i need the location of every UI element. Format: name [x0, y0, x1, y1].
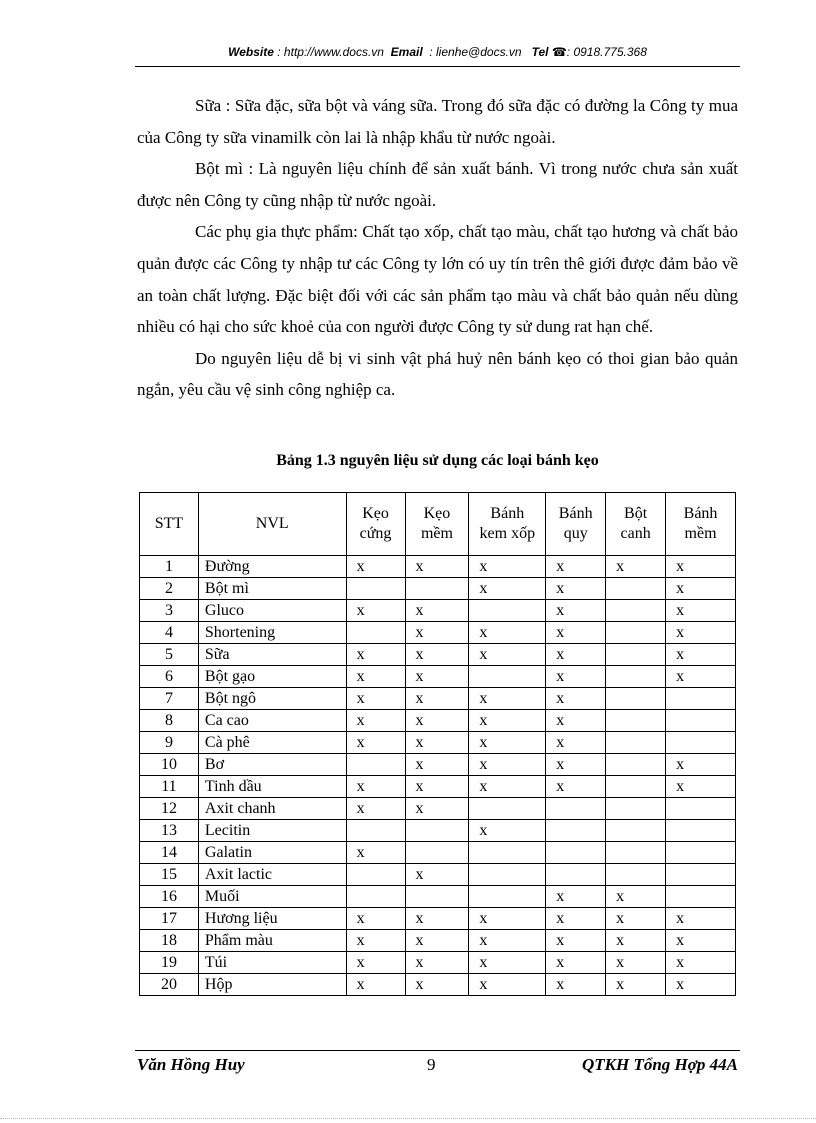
material-name-cell: Đường [198, 556, 346, 578]
usage-mark-cell: x [666, 754, 736, 776]
usage-mark-cell: x [469, 908, 546, 930]
usage-mark-cell [666, 732, 736, 754]
usage-mark-cell: x [405, 688, 469, 710]
row-number-cell: 1 [140, 556, 199, 578]
material-name-cell: Hộp [198, 974, 346, 996]
material-name-cell: Ca cao [198, 710, 346, 732]
table-row [140, 622, 736, 644]
usage-mark-cell: x [666, 908, 736, 930]
table-row [140, 556, 736, 578]
material-name-cell: Túi [198, 952, 346, 974]
table-row [140, 930, 736, 952]
usage-mark-cell [346, 578, 405, 600]
row-number-cell: 17 [140, 908, 199, 930]
usage-mark-cell: x [606, 974, 666, 996]
column-header: Bánh kem xốp [469, 493, 546, 556]
usage-mark-cell: x [405, 908, 469, 930]
usage-mark-cell: x [405, 710, 469, 732]
material-name-cell: Muối [198, 886, 346, 908]
usage-mark-cell: x [606, 886, 666, 908]
usage-mark-cell: x [346, 600, 405, 622]
material-name-cell: Bột ngô [198, 688, 346, 710]
row-number-cell: 11 [140, 776, 199, 798]
row-number-cell: 18 [140, 930, 199, 952]
row-number-cell: 6 [140, 666, 199, 688]
email-value: : lienhe@docs.vn [429, 45, 522, 59]
usage-mark-cell: x [346, 952, 405, 974]
column-header: Kẹo cứng [346, 493, 405, 556]
usage-mark-cell: x [546, 732, 606, 754]
usage-mark-cell [405, 578, 469, 600]
material-name-cell: Gluco [198, 600, 346, 622]
usage-mark-cell: x [405, 754, 469, 776]
usage-mark-cell: x [546, 908, 606, 930]
website-label: Website [228, 45, 274, 59]
usage-mark-cell: x [606, 556, 666, 578]
row-number-cell: 5 [140, 644, 199, 666]
row-number-cell: 2 [140, 578, 199, 600]
usage-mark-cell [606, 798, 666, 820]
usage-mark-cell: x [606, 908, 666, 930]
material-name-cell: Axit lactic [198, 864, 346, 886]
usage-mark-cell: x [346, 930, 405, 952]
row-number-cell: 9 [140, 732, 199, 754]
usage-mark-cell [606, 754, 666, 776]
usage-mark-cell: x [469, 776, 546, 798]
footer-author: Văn Hồng Huy [137, 1055, 245, 1074]
usage-mark-cell [546, 798, 606, 820]
usage-mark-cell: x [469, 930, 546, 952]
usage-mark-cell [666, 710, 736, 732]
usage-mark-cell: x [405, 776, 469, 798]
table-row [140, 820, 736, 842]
usage-mark-cell: x [666, 600, 736, 622]
usage-mark-cell: x [666, 622, 736, 644]
usage-mark-cell: x [666, 930, 736, 952]
paragraph-flour: Bột mì : Là nguyên liệu chính để sản xuất bánh. Vì trong nước chưa sản xuất được nên Công ty cũng nhập từ nước ngoài. [137, 159, 738, 210]
usage-mark-cell [346, 864, 405, 886]
usage-mark-cell: x [546, 666, 606, 688]
row-number-cell: 13 [140, 820, 199, 842]
usage-mark-cell [546, 820, 606, 842]
usage-mark-cell [469, 600, 546, 622]
materials-table [139, 492, 736, 996]
usage-mark-cell: x [346, 776, 405, 798]
usage-mark-cell: x [546, 644, 606, 666]
usage-mark-cell: x [666, 666, 736, 688]
usage-mark-cell: x [546, 622, 606, 644]
usage-mark-cell: x [346, 666, 405, 688]
body-text [137, 90, 738, 406]
usage-mark-cell [606, 600, 666, 622]
usage-mark-cell [346, 820, 405, 842]
paragraph-milk: Sữa : Sữa đặc, sữa bột và váng sữa. Trong đó sữa đặc có đường la Công ty mua của Công ty sữa vinamilk còn lai là nhập khẩu từ nước ngoài. [137, 96, 738, 147]
usage-mark-cell [546, 842, 606, 864]
usage-mark-cell [469, 798, 546, 820]
usage-mark-cell [469, 886, 546, 908]
usage-mark-cell [469, 666, 546, 688]
table-row [140, 644, 736, 666]
page-bottom-border [0, 1118, 816, 1119]
row-number-cell: 4 [140, 622, 199, 644]
usage-mark-cell: x [469, 556, 546, 578]
table-row [140, 666, 736, 688]
material-name-cell: Bơ [198, 754, 346, 776]
usage-mark-cell [666, 864, 736, 886]
usage-mark-cell [606, 776, 666, 798]
table-row [140, 886, 736, 908]
table-body [140, 556, 736, 996]
usage-mark-cell [606, 864, 666, 886]
table-row [140, 688, 736, 710]
row-number-cell: 14 [140, 842, 199, 864]
usage-mark-cell [666, 842, 736, 864]
usage-mark-cell: x [346, 688, 405, 710]
usage-mark-cell: x [405, 732, 469, 754]
usage-mark-cell: x [346, 974, 405, 996]
table-row [140, 908, 736, 930]
paragraph-storage: Do nguyên liệu dễ bị vi sinh vật phá huỷ nên bánh kẹo có thoi gian bảo quản ngắn, yêu cầu vệ sinh công nghiệp ca. [137, 348, 738, 400]
usage-mark-cell [606, 644, 666, 666]
material-name-cell: Phẩm màu [198, 930, 346, 952]
material-name-cell: Shortening [198, 622, 346, 644]
table-row [140, 710, 736, 732]
table-row [140, 974, 736, 996]
table-caption: Bảng 1.3 nguyên liệu sử dụng các loại bánh kẹo [276, 452, 599, 469]
material-name-cell: Sữa [198, 644, 346, 666]
usage-mark-cell: x [405, 556, 469, 578]
usage-mark-cell: x [346, 842, 405, 864]
usage-mark-cell: x [405, 600, 469, 622]
tel-value: ☎: 0918.775.368 [551, 45, 647, 59]
row-number-cell: 20 [140, 974, 199, 996]
material-name-cell: Axit chanh [198, 798, 346, 820]
material-name-cell: Bột gạo [198, 666, 346, 688]
usage-mark-cell: x [546, 688, 606, 710]
table-header-row [140, 493, 736, 556]
column-header: STT [140, 493, 199, 556]
usage-mark-cell: x [405, 930, 469, 952]
column-header: NVL [198, 493, 346, 556]
header-divider [135, 66, 740, 67]
footer-divider [135, 1050, 740, 1051]
material-name-cell: Bột mì [198, 578, 346, 600]
usage-mark-cell: x [405, 666, 469, 688]
usage-mark-cell: x [546, 886, 606, 908]
usage-mark-cell [469, 842, 546, 864]
usage-mark-cell [606, 666, 666, 688]
usage-mark-cell: x [405, 798, 469, 820]
usage-mark-cell [405, 886, 469, 908]
usage-mark-cell [405, 820, 469, 842]
usage-mark-cell: x [606, 952, 666, 974]
usage-mark-cell: x [405, 864, 469, 886]
usage-mark-cell: x [469, 820, 546, 842]
usage-mark-cell: x [405, 974, 469, 996]
usage-mark-cell [666, 886, 736, 908]
usage-mark-cell: x [469, 578, 546, 600]
usage-mark-cell: x [346, 908, 405, 930]
usage-mark-cell: x [469, 952, 546, 974]
usage-mark-cell: x [346, 732, 405, 754]
row-number-cell: 10 [140, 754, 199, 776]
usage-mark-cell: x [546, 556, 606, 578]
column-header: Bột canh [606, 493, 666, 556]
material-name-cell: Cà phê [198, 732, 346, 754]
usage-mark-cell: x [546, 578, 606, 600]
usage-mark-cell: x [469, 688, 546, 710]
usage-mark-cell [606, 732, 666, 754]
usage-mark-cell: x [469, 754, 546, 776]
usage-mark-cell: x [546, 952, 606, 974]
usage-mark-cell: x [346, 556, 405, 578]
usage-mark-cell [546, 864, 606, 886]
table-row [140, 732, 736, 754]
row-number-cell: 7 [140, 688, 199, 710]
row-number-cell: 15 [140, 864, 199, 886]
table-row [140, 864, 736, 886]
usage-mark-cell: x [666, 578, 736, 600]
website-value: : http://www.docs.vn [277, 45, 384, 59]
row-number-cell: 19 [140, 952, 199, 974]
usage-mark-cell: x [666, 556, 736, 578]
usage-mark-cell: x [469, 710, 546, 732]
usage-mark-cell: x [546, 600, 606, 622]
page-number: 9 [427, 1055, 436, 1074]
usage-mark-cell [346, 886, 405, 908]
usage-mark-cell: x [666, 776, 736, 798]
usage-mark-cell [346, 622, 405, 644]
usage-mark-cell: x [546, 974, 606, 996]
usage-mark-cell: x [346, 798, 405, 820]
column-header: Bánh quy [546, 493, 606, 556]
usage-mark-cell: x [405, 622, 469, 644]
usage-mark-cell [606, 578, 666, 600]
table-row [140, 600, 736, 622]
material-name-cell: Galatin [198, 842, 346, 864]
row-number-cell: 12 [140, 798, 199, 820]
column-header: Kẹo mềm [405, 493, 469, 556]
material-name-cell: Tinh dầu [198, 776, 346, 798]
usage-mark-cell [666, 820, 736, 842]
usage-mark-cell: x [346, 710, 405, 732]
table-row [140, 798, 736, 820]
usage-mark-cell [606, 688, 666, 710]
usage-mark-cell: x [546, 710, 606, 732]
column-header: Bánh mềm [666, 493, 736, 556]
usage-mark-cell: x [405, 952, 469, 974]
usage-mark-cell: x [546, 754, 606, 776]
table-row [140, 754, 736, 776]
usage-mark-cell: x [666, 974, 736, 996]
usage-mark-cell: x [469, 644, 546, 666]
usage-mark-cell [606, 710, 666, 732]
usage-mark-cell [346, 754, 405, 776]
table-row [140, 952, 736, 974]
usage-mark-cell: x [606, 930, 666, 952]
tel-label: Tel [531, 45, 549, 59]
usage-mark-cell: x [469, 622, 546, 644]
usage-mark-cell [666, 688, 736, 710]
row-number-cell: 8 [140, 710, 199, 732]
table-row [140, 842, 736, 864]
usage-mark-cell: x [346, 644, 405, 666]
usage-mark-cell: x [546, 930, 606, 952]
row-number-cell: 3 [140, 600, 199, 622]
usage-mark-cell [606, 842, 666, 864]
email-label: Email [390, 45, 423, 59]
usage-mark-cell [606, 622, 666, 644]
usage-mark-cell: x [469, 732, 546, 754]
material-name-cell: Hương liệu [198, 908, 346, 930]
table-row [140, 776, 736, 798]
footer-class: QTKH Tổng Hợp 44A [582, 1055, 738, 1074]
page-header [135, 45, 740, 59]
usage-mark-cell: x [666, 952, 736, 974]
usage-mark-cell: x [666, 644, 736, 666]
row-number-cell: 16 [140, 886, 199, 908]
usage-mark-cell: x [546, 776, 606, 798]
usage-mark-cell: x [405, 644, 469, 666]
usage-mark-cell [469, 864, 546, 886]
table-row [140, 578, 736, 600]
usage-mark-cell [666, 798, 736, 820]
paragraph-additives: Các phụ gia thực phẩm: Chất tạo xốp, chất tạo màu, chất tạo hương và chất bảo quản được các Công ty nhập tư các Công ty lớn có uy tín trên thê giới được đảm bảo về an toàn chất lượng. Đặc biệt đối với các sản phẩm tạo màu và chất bảo quản nếu dùng nhiều có hại cho sức khoẻ của con người được Công ty sử dung rat hạn chế. [137, 222, 738, 337]
material-name-cell: Lecitin [198, 820, 346, 842]
usage-mark-cell [606, 820, 666, 842]
usage-mark-cell: x [469, 974, 546, 996]
usage-mark-cell [405, 842, 469, 864]
